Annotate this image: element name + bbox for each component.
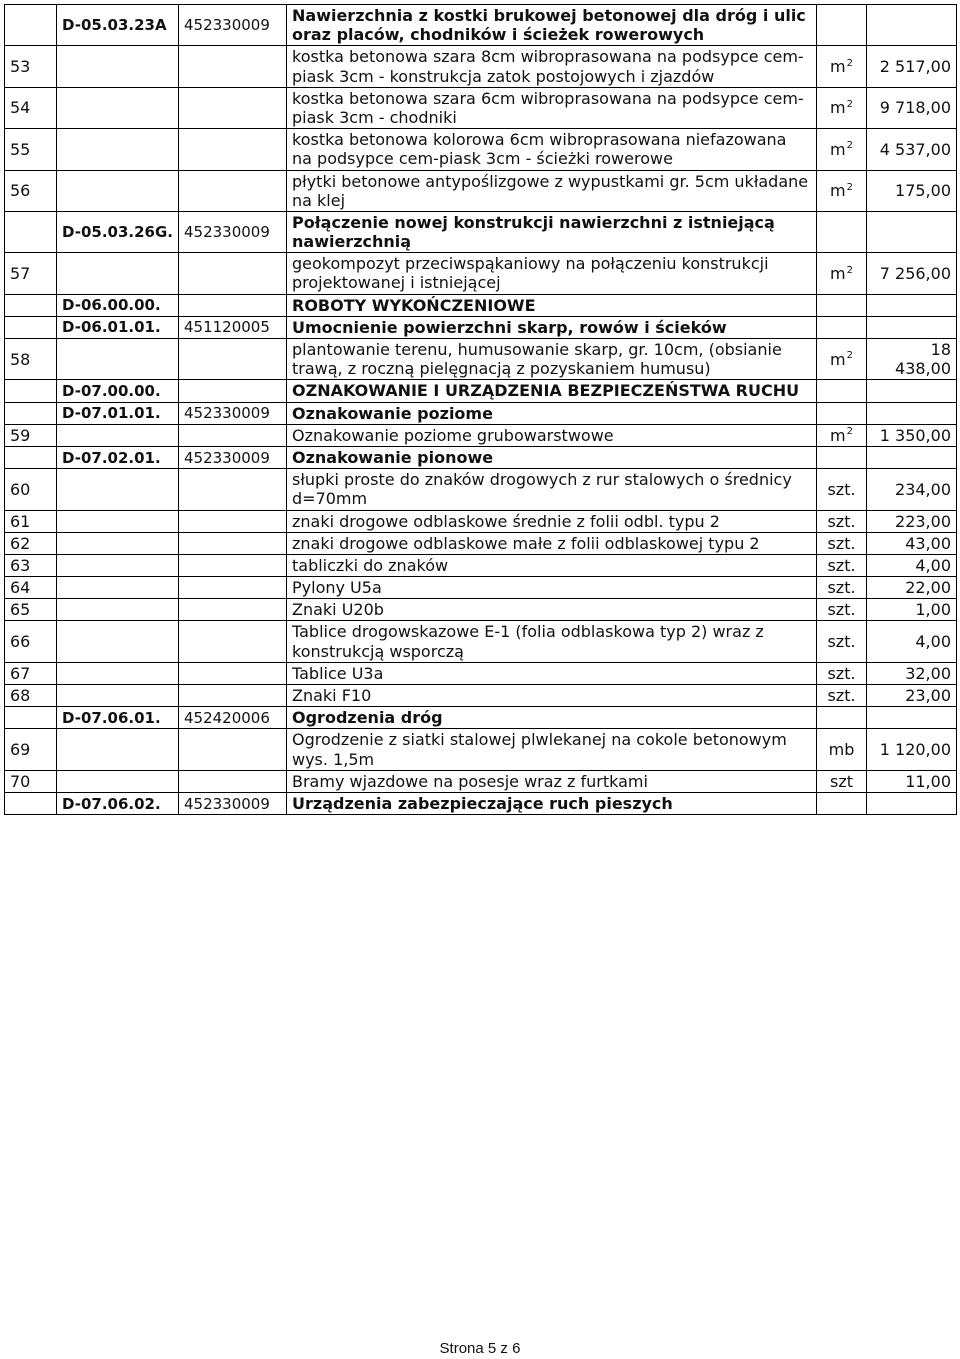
cpv-code-cell (179, 729, 287, 770)
quantity-cell: 43,00 (867, 532, 957, 554)
spec-code-cell (57, 662, 179, 684)
cpv-code-cell (179, 599, 287, 621)
bill-of-quantities-table (4, 4, 957, 815)
quantity-cell: 1,00 (867, 599, 957, 621)
item-number-cell (5, 446, 57, 468)
cpv-code-cell: 452330009 (179, 446, 287, 468)
unit-cell (817, 554, 867, 576)
cpv-code-cell (179, 87, 287, 128)
unit-label: szt. (827, 533, 856, 553)
spec-code-cell (57, 599, 179, 621)
item-description-cell: Ogrodzenie z siatki stalowej plwlekanej na cokole betonowym wys. 1,5m (287, 729, 817, 770)
item-description-cell: plantowanie terenu, humusowanie skarp, gr. 10cm, (obsianie trawą, z roczną pielęgnacją z pozyskaniem humusu) (287, 339, 817, 380)
quantity-cell (867, 211, 957, 252)
spec-code-cell: D-06.00.00. (57, 294, 179, 316)
cpv-code-cell: 451120005 (179, 316, 287, 338)
quantity-cell: 4,00 (867, 554, 957, 576)
section-title-cell: OZNAKOWANIE I URZĄDZENIA BEZPIECZEŃSTWA RUCHU (287, 380, 817, 402)
table-row (5, 129, 957, 170)
quantity-cell (867, 446, 957, 468)
cpv-code-cell (179, 621, 287, 662)
item-description-cell: Pylony U5a (287, 577, 817, 599)
quantity-cell: 22,00 (867, 577, 957, 599)
spec-code-cell: D-07.06.02. (57, 792, 179, 814)
item-description-cell: Znaki U20b (287, 599, 817, 621)
section-row (5, 380, 957, 402)
table-row (5, 46, 957, 87)
item-number-cell (5, 707, 57, 729)
section-title-cell: Umocnienie powierzchni skarp, rowów i ścieków (287, 316, 817, 338)
item-number-cell: 58 (5, 339, 57, 380)
unit-label: szt. (827, 578, 856, 598)
cpv-code-cell: 452330009 (179, 792, 287, 814)
unit-label: m (830, 425, 846, 445)
cpv-code-cell: 452330009 (179, 5, 287, 46)
spec-code-cell (57, 87, 179, 128)
unit-cell (817, 380, 867, 402)
item-description-cell: Znaki F10 (287, 685, 817, 707)
item-number-cell: 59 (5, 424, 57, 446)
table-row (5, 662, 957, 684)
item-description-cell: słupki proste do znaków drogowych z rur stalowych o średnicy d=70mm (287, 469, 817, 510)
quantity-cell (867, 5, 957, 46)
item-number-cell: 64 (5, 577, 57, 599)
unit-label: szt. (827, 511, 856, 531)
unit-cell (817, 129, 867, 170)
item-number-cell: 62 (5, 532, 57, 554)
table-row (5, 170, 957, 211)
quantity-cell: 4 537,00 (867, 129, 957, 170)
unit-label: szt. (827, 600, 856, 620)
spec-code-cell: D-07.00.00. (57, 380, 179, 402)
quantity-cell (867, 792, 957, 814)
unit-exponent: 2 (846, 181, 853, 193)
quantity-cell: 223,00 (867, 510, 957, 532)
cpv-code-cell (179, 532, 287, 554)
item-number-cell: 67 (5, 662, 57, 684)
quantity-cell: 1 120,00 (867, 729, 957, 770)
unit-cell (817, 294, 867, 316)
section-title-cell: Oznakowanie poziome (287, 402, 817, 424)
item-number-cell: 69 (5, 729, 57, 770)
item-number-cell: 65 (5, 599, 57, 621)
table-row (5, 87, 957, 128)
cpv-code-cell (179, 170, 287, 211)
unit-cell (817, 170, 867, 211)
unit-label: m (830, 349, 846, 369)
spec-code-cell (57, 577, 179, 599)
item-description-cell: Oznakowanie poziome grubowarstwowe (287, 424, 817, 446)
table-row (5, 253, 957, 294)
cpv-code-cell (179, 469, 287, 510)
cpv-code-cell (179, 685, 287, 707)
unit-cell (817, 46, 867, 87)
spec-code-cell: D-05.03.26G. (57, 211, 179, 252)
table-row (5, 685, 957, 707)
section-row (5, 792, 957, 814)
unit-cell (817, 621, 867, 662)
item-number-cell (5, 380, 57, 402)
unit-exponent: 2 (846, 350, 853, 362)
unit-label: szt. (827, 686, 856, 705)
unit-label: szt (829, 771, 853, 791)
quantity-cell: 32,00 (867, 662, 957, 684)
unit-cell (817, 599, 867, 621)
unit-cell (817, 446, 867, 468)
quantity-cell (867, 707, 957, 729)
quantity-cell: 175,00 (867, 170, 957, 211)
spec-code-cell (57, 424, 179, 446)
unit-cell (817, 792, 867, 814)
item-number-cell: 55 (5, 129, 57, 170)
unit-label: m (830, 181, 846, 201)
cpv-code-cell (179, 253, 287, 294)
unit-exponent: 2 (846, 264, 853, 276)
item-description-cell: tabliczki do znaków (287, 554, 817, 576)
item-number-cell: 63 (5, 554, 57, 576)
item-description-cell: Tablice drogowskazowe E-1 (folia odblaskowa typ 2) wraz z konstrukcją wsporczą (287, 621, 817, 662)
unit-exponent: 2 (846, 99, 853, 111)
unit-cell (817, 424, 867, 446)
table-row (5, 770, 957, 792)
item-number-cell (5, 316, 57, 338)
table-row (5, 577, 957, 599)
item-number-cell (5, 294, 57, 316)
unit-cell (817, 685, 867, 707)
quantity-cell: 234,00 (867, 469, 957, 510)
unit-cell (817, 469, 867, 510)
table-body (5, 5, 957, 815)
spec-code-cell (57, 685, 179, 707)
spec-code-cell (57, 129, 179, 170)
spec-code-cell (57, 532, 179, 554)
section-row (5, 707, 957, 729)
cpv-code-cell (179, 380, 287, 402)
quantity-cell (867, 294, 957, 316)
spec-code-cell (57, 46, 179, 87)
page-footer: Strona 5 z 6 (439, 1340, 521, 1357)
section-row (5, 316, 957, 338)
unit-cell (817, 532, 867, 554)
item-number-cell: 56 (5, 170, 57, 211)
unit-cell (817, 662, 867, 684)
item-description-cell: geokompozyt przeciwspąkaniowy na połączeniu konstrukcji projektowanej i istniejącej (287, 253, 817, 294)
item-description-cell: płytki betonowe antypoślizgowe z wypustkami gr. 5cm układane na klej (287, 170, 817, 211)
item-number-cell: 54 (5, 87, 57, 128)
cpv-code-cell (179, 129, 287, 170)
cpv-code-cell (179, 554, 287, 576)
section-title-cell: Nawierzchnia z kostki brukowej betonowej dla dróg i ulic oraz placów, chodników i ścieżek rowerowych (287, 5, 817, 46)
quantity-cell: 23,00 (867, 685, 957, 707)
item-number-cell (5, 402, 57, 424)
table-row (5, 339, 957, 380)
item-number-cell: 61 (5, 510, 57, 532)
unit-cell (817, 253, 867, 294)
quantity-cell (867, 316, 957, 338)
unit-cell (817, 316, 867, 338)
spec-code-cell: D-05.03.23A (57, 5, 179, 46)
section-row (5, 211, 957, 252)
item-description-cell: kostka betonowa kolorowa 6cm wibroprasowana niefazowana na podsypce cem-piask 3cm - ścieżki rowerowe (287, 129, 817, 170)
section-row (5, 5, 957, 46)
table-row (5, 532, 957, 554)
section-title-cell: Ogrodzenia dróg (287, 707, 817, 729)
spec-code-cell: D-07.02.01. (57, 446, 179, 468)
item-description-cell: kostka betonowa szara 6cm wibroprasowana na podsypce cem-piask 3cm - chodniki (287, 87, 817, 128)
unit-exponent: 2 (846, 140, 853, 152)
spec-code-cell (57, 770, 179, 792)
unit-label: m (830, 98, 846, 118)
unit-cell (817, 5, 867, 46)
section-title-cell: Połączenie nowej konstrukcji nawierzchni z istniejącą nawierzchnią (287, 211, 817, 252)
cpv-code-cell (179, 339, 287, 380)
quantity-cell: 7 256,00 (867, 253, 957, 294)
item-number-cell: 53 (5, 46, 57, 87)
unit-label: szt. (827, 479, 856, 499)
quantity-cell: 4,00 (867, 621, 957, 662)
quantity-cell: 1 350,00 (867, 424, 957, 446)
table-row (5, 729, 957, 770)
spec-code-cell: D-07.06.01. (57, 707, 179, 729)
unit-cell (817, 211, 867, 252)
item-number-cell (5, 211, 57, 252)
spec-code-cell (57, 469, 179, 510)
item-number-cell (5, 792, 57, 814)
unit-cell (817, 87, 867, 128)
table-row (5, 424, 957, 446)
unit-cell (817, 707, 867, 729)
item-number-cell: 66 (5, 621, 57, 662)
cpv-code-cell: 452330009 (179, 211, 287, 252)
unit-label: szt. (827, 632, 856, 652)
item-description-cell: Bramy wjazdowe na posesje wraz z furtkami (287, 770, 817, 792)
cpv-code-cell (179, 424, 287, 446)
unit-label: szt. (827, 555, 856, 575)
cpv-code-cell (179, 770, 287, 792)
spec-code-cell: D-07.01.01. (57, 402, 179, 424)
spec-code-cell: D-06.01.01. (57, 316, 179, 338)
cpv-code-cell: 452330009 (179, 402, 287, 424)
unit-cell (817, 402, 867, 424)
unit-cell (817, 339, 867, 380)
unit-label: szt. (827, 663, 856, 683)
table-row (5, 554, 957, 576)
item-description-cell: kostka betonowa szara 8cm wibroprasowana na podsypce cem-piask 3cm - konstrukcja zatok postojowych i zjazdów (287, 46, 817, 87)
spec-code-cell (57, 510, 179, 532)
item-number-cell: 60 (5, 469, 57, 510)
unit-exponent: 2 (846, 426, 853, 438)
table-row (5, 469, 957, 510)
cpv-code-cell (179, 577, 287, 599)
table-row (5, 621, 957, 662)
item-description-cell: Tablice U3a (287, 662, 817, 684)
unit-cell (817, 577, 867, 599)
cpv-code-cell (179, 662, 287, 684)
quantity-cell: 2 517,00 (867, 46, 957, 87)
section-row (5, 402, 957, 424)
unit-label: m (830, 263, 846, 283)
item-description-cell: znaki drogowe odblaskowe małe z folii odblaskowej typu 2 (287, 532, 817, 554)
unit-label: m (830, 139, 846, 159)
unit-cell (817, 729, 867, 770)
quantity-cell (867, 402, 957, 424)
table-row (5, 510, 957, 532)
cpv-code-cell (179, 46, 287, 87)
spec-code-cell (57, 253, 179, 294)
spec-code-cell (57, 554, 179, 576)
unit-label: mb (828, 739, 855, 759)
section-row (5, 446, 957, 468)
spec-code-cell (57, 621, 179, 662)
section-title-cell: Oznakowanie pionowe (287, 446, 817, 468)
quantity-cell (867, 380, 957, 402)
quantity-cell: 18 438,00 (867, 339, 957, 380)
quantity-cell: 11,00 (867, 770, 957, 792)
item-description-cell: znaki drogowe odblaskowe średnie z folii odbl. typu 2 (287, 510, 817, 532)
unit-cell (817, 510, 867, 532)
cpv-code-cell (179, 294, 287, 316)
item-number-cell: 57 (5, 253, 57, 294)
spec-code-cell (57, 339, 179, 380)
unit-cell (817, 770, 867, 792)
item-number-cell: 70 (5, 770, 57, 792)
section-title-cell: ROBOTY WYKOŃCZENIOWE (287, 294, 817, 316)
section-row (5, 294, 957, 316)
item-number-cell: 68 (5, 685, 57, 707)
item-number-cell (5, 5, 57, 46)
spec-code-cell (57, 729, 179, 770)
unit-exponent: 2 (846, 57, 853, 69)
cpv-code-cell (179, 510, 287, 532)
table-row (5, 599, 957, 621)
unit-label: m (830, 56, 846, 76)
quantity-cell: 9 718,00 (867, 87, 957, 128)
spec-code-cell (57, 170, 179, 211)
cpv-code-cell: 452420006 (179, 707, 287, 729)
section-title-cell: Urządzenia zabezpieczające ruch pieszych (287, 792, 817, 814)
